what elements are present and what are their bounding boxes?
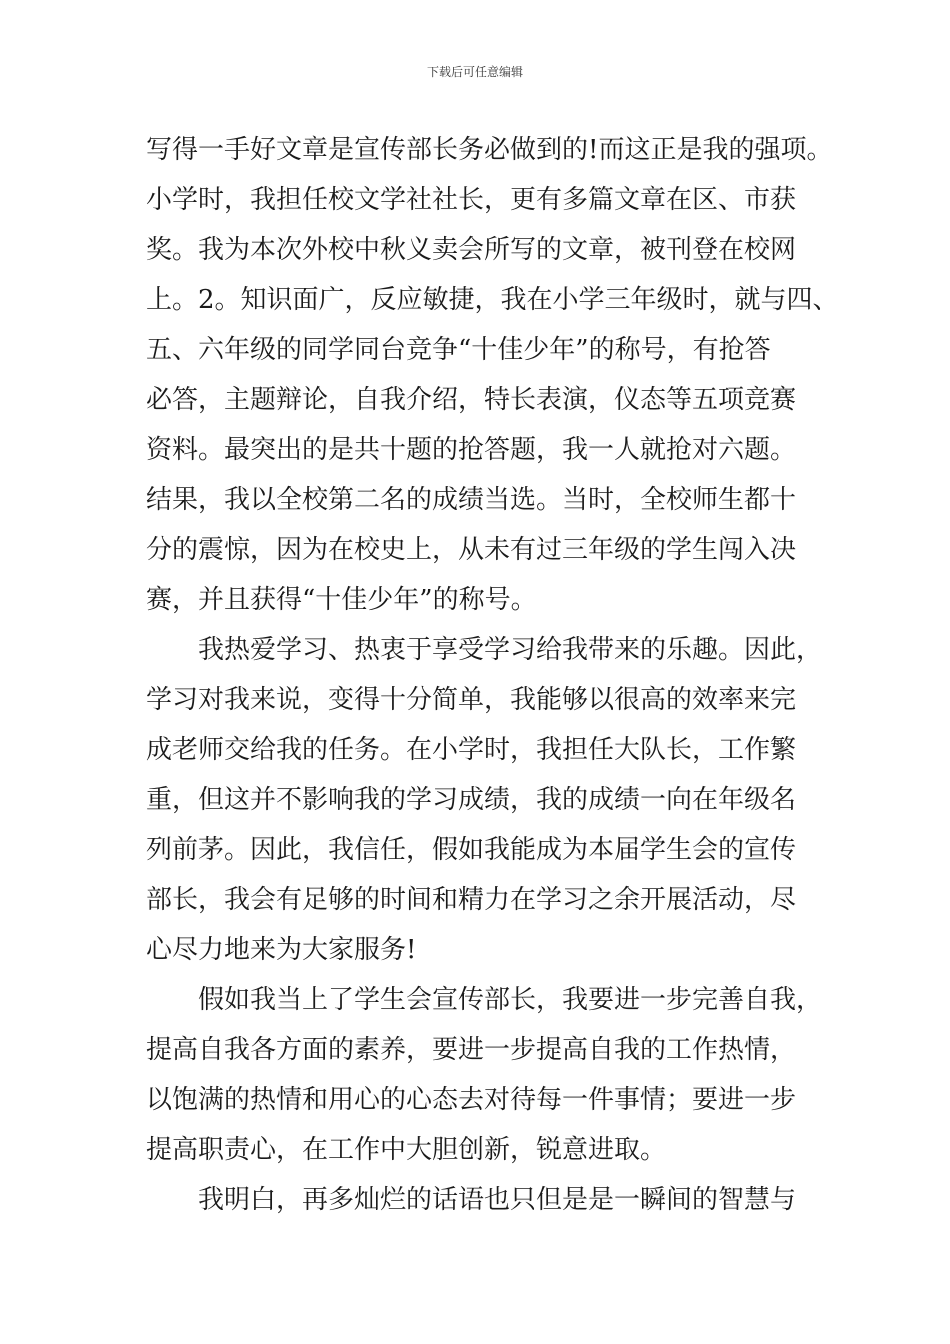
paragraph-first-line: 我热爱学习、热衷于享受学习给我带来的乐趣。因此， [198,635,823,665]
text-line: 五、六年级的同学同台竞争“十佳少年”的称号，有抢答 [146,335,771,365]
paragraph-first-line: 我明白，再多灿烂的话语也只但是是一瞬间的智慧与 [198,1185,797,1215]
text-line: 资料。最突出的是共十题的抢答题，我一人就抢对六题。 [146,435,797,465]
text-line: 心尽力地来为大家服务! [146,935,417,965]
text-line: 上。2。知识面广，反应敏捷，我在小学三年级时，就与四、 [146,285,839,315]
text-line: 以饱满的热情和用心的心态去对待每一件事情；要进一步 [146,1085,797,1115]
text-line: 奖。我为本次外校中秋义卖会所写的文章，被刊登在校网 [146,235,797,265]
text-line: 写得一手好文章是宣传部长务必做到的!而这正是我的强项。 [146,135,833,165]
text-line: 成老师交给我的任务。在小学时，我担任大队长，工作繁 [146,735,797,765]
text-line: 赛，并且获得“十佳少年”的称号。 [146,585,537,615]
text-line: 重，但这并不影响我的学习成绩，我的成绩一向在年级名 [146,785,797,815]
text-line: 学习对我来说，变得十分简单，我能够以很高的效率来完 [146,685,797,715]
paragraph-first-line: 假如我当上了学生会宣传部长，我要进一步完善自我， [198,985,823,1015]
text-line: 部长，我会有足够的时间和精力在学习之余开展活动，尽 [146,885,797,915]
text-line: 提高自我各方面的素养，要进一步提高自我的工作热情， [146,1035,797,1065]
page-header: 下载后可任意编辑 [426,65,523,79]
text-line: 列前茅。因此，我信任，假如我能成为本届学生会的宣传 [146,835,797,865]
text-line: 结果，我以全校第二名的成绩当选。当时，全校师生都十 [146,485,797,515]
text-line: 分的震惊，因为在校史上，从未有过三年级的学生闯入决 [146,535,797,565]
text-line: 小学时，我担任校文学社社长，更有多篇文章在区、市获 [146,185,797,215]
text-line: 必答，主题辩论，自我介绍，特长表演，仪态等五项竞赛 [146,385,797,415]
text-line: 提高职责心，在工作中大胆创新，锐意进取。 [146,1135,667,1165]
